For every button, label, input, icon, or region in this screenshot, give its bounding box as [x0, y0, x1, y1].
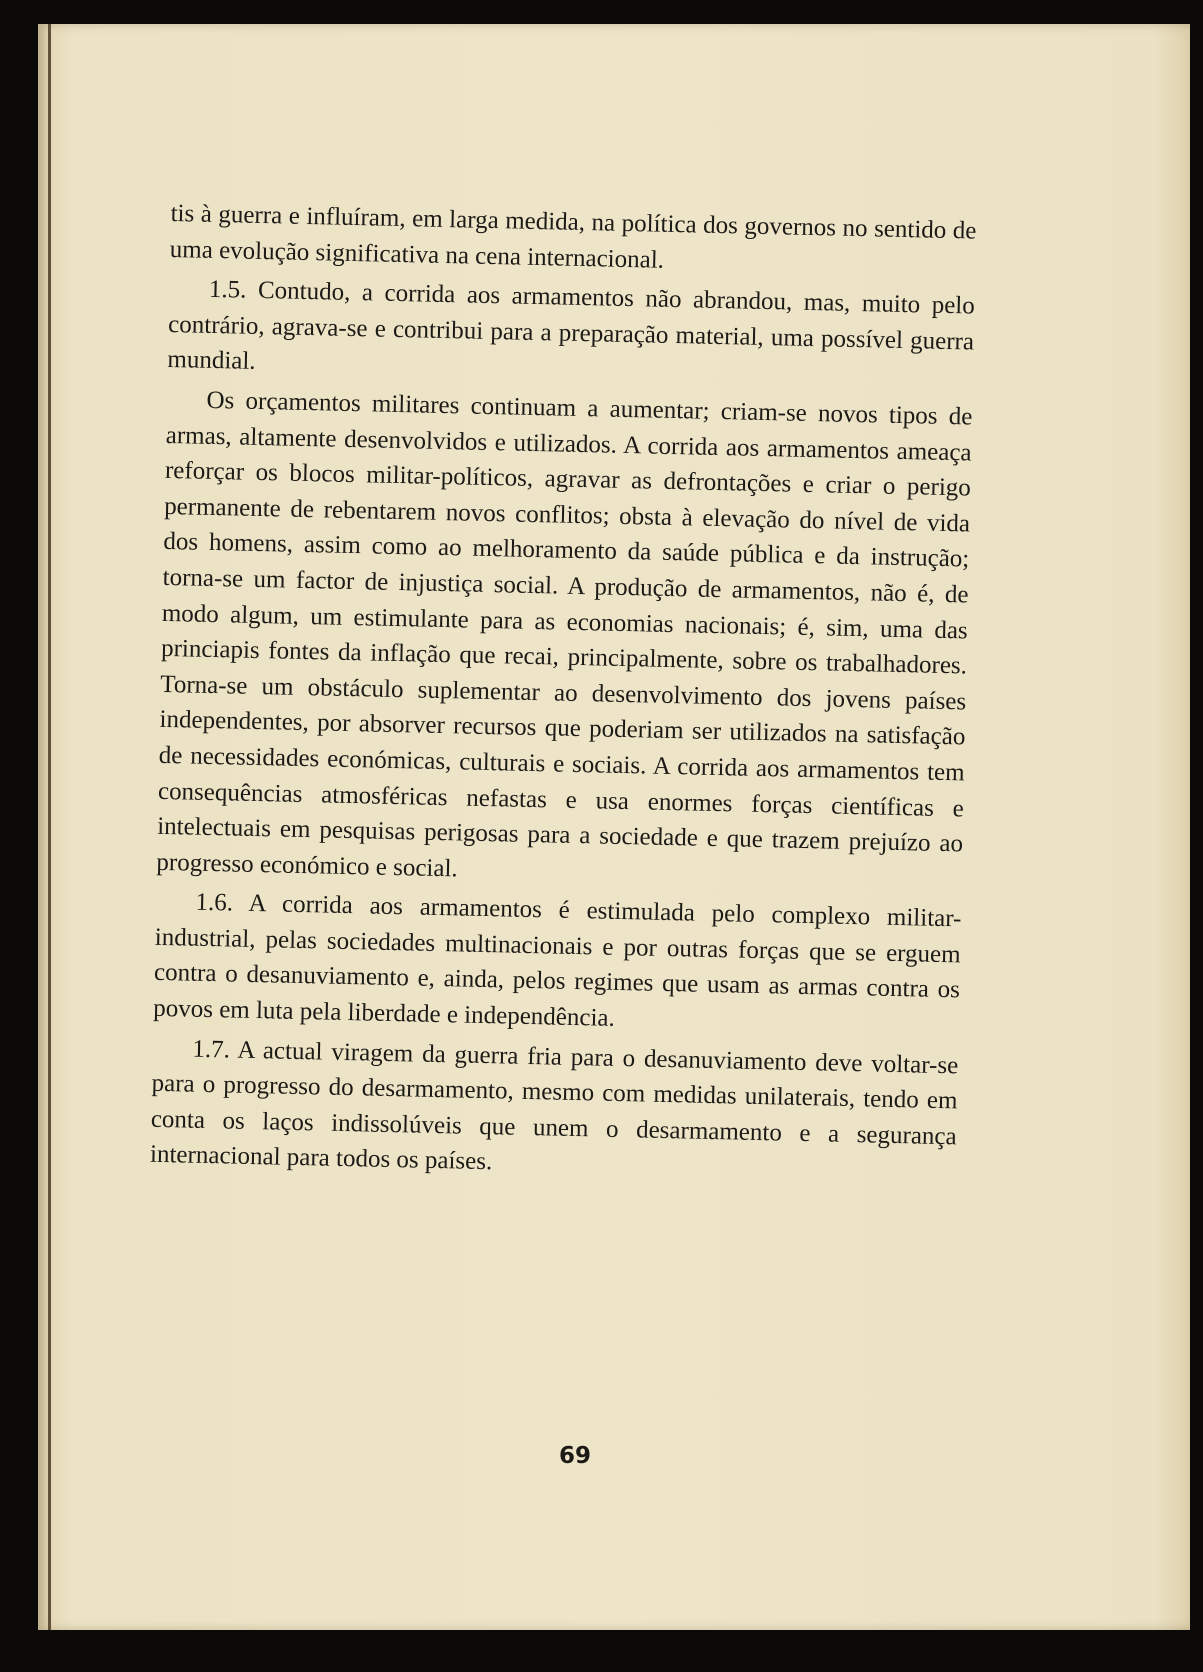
- paragraph-1-7: 1.7. A actual viragem da guerra fria para o desanuviamento deve voltar-se para o progresso do desarmamento, mesmo com medidas unilaterais, tendo em conta os laços indissolúveis que unem o desarmamento e a segurança internacional para todos os países.: [149, 1035, 959, 1176]
- paragraph-1-5: 1.5. Contudo, a corrida aos armamentos não abrandou, mas, muito pelo contrário, agrava-se e contribui para a preparação material, uma possível guerra mundial.: [167, 276, 976, 376]
- body-text: [150, 196, 977, 1190]
- binding-gutter: [48, 24, 51, 1630]
- paragraph-1-6: 1.6. A corrida aos armamentos é estimulada pelo complexo militar-industrial, pelas sociedades multinacionais e por outras forças que se erguem contra o desanuviamento e, ainda, pelos regimes que usam as armas contra os povos em luta pela liberdade e independência.: [152, 888, 962, 1032]
- page-number: 69: [558, 1443, 591, 1469]
- paragraph-continuation: tis à guerra e influíram, em larga medida, na política dos governos no sentido de uma evolução significativa na cena internacional.: [169, 199, 977, 274]
- paragraph-budgets: Os orçamentos militares continuam a aumentar; criam-se novos tipos de armas, altamente desenvolvidos e utilizados. A corrida aos armamentos ameaça reforçar os blocos militar-políticos, agravar as defrontações e criar o perigo permanente de rebentarem novos conflitos; obsta à elevação do nível de vida dos homens, assim como ao melhoramento da saúde pública e da instrução; torna-se um factor de injustiça social. A produção de armamentos, não é, de modo algum, um estimulante para as economias nacionais; é, sim, uma das princiapis fontes da inflação que recai, principalmente, sobre os trabalhadores. Torna-se um obstáculo suplementar ao desenvolvimento dos jovens países independentes, por absorver recursos que poderiam ser utilizados na satisfação de necessidades económicas, culturais e sociais. A corrida aos armamentos tem consequências atmosféricas nefastas e usa enormes forças científicas e intelectuais em pesquisas perigosas para a sociedade e que trazem prejuízo ao progresso económico e social.: [156, 386, 973, 883]
